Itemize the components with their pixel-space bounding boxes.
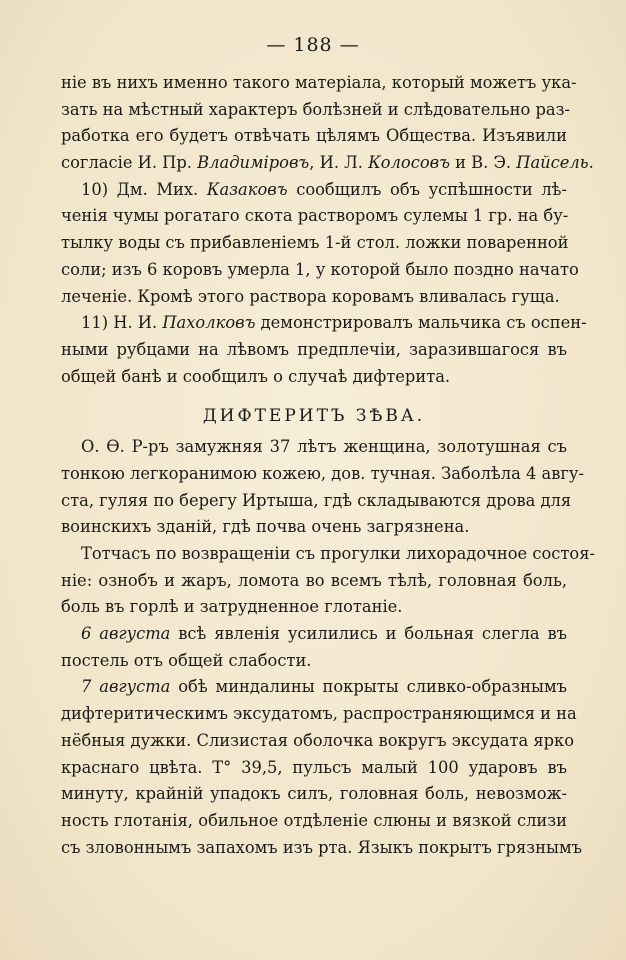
text-line: постель отъ общей слабости. — [61, 650, 312, 670]
text-line: минуту, крайній упадокъ силъ, головная боль, невозмож- — [61, 784, 567, 804]
page-number: — 188 — — [266, 34, 360, 56]
body-text — [61, 70, 595, 861]
text-line: 6 августа всѣ явленія усилились и больная слегла въ — [81, 624, 567, 644]
text-line: О. Ѳ. Р-ръ замужняя 37 лѣтъ женщина, золотушная съ — [81, 437, 567, 457]
text-line: работка его будетъ отвѣчать цѣлямъ Общества. Изъявили — [61, 126, 567, 146]
text-line: соли; изъ 6 коровъ умерла 1, у которой было поздно начато — [61, 259, 579, 279]
text-line: ченія чумы рогатаго скота растворомъ сулемы 1 гр. на бу- — [61, 206, 569, 226]
text-line: зать на мѣстный характеръ болѣзней и слѣдовательно раз- — [61, 99, 570, 119]
text-line: тылку воды съ прибавленіемъ 1-й стол. ложки поваренной — [61, 233, 569, 253]
text-line: воинскихъ зданій, гдѣ почва очень загрязнена. — [61, 517, 470, 537]
text-line: съ зловоннымъ запахомъ изъ рта. Языкъ покрытъ грязнымъ — [61, 837, 582, 857]
text-line: леченіе. Кромѣ этого раствора коровамъ вливалась гуща. — [61, 286, 560, 306]
text-line: краснаго цвѣта. Т° 39,5, пульсъ малый 100 ударовъ въ — [61, 757, 567, 777]
text-line: боль въ горлѣ и затрудненное глотаніе. — [61, 597, 403, 617]
section-heading: ДИФТЕРИТЪ ЗѢВА. — [202, 406, 426, 427]
text-line: нёбныя дужки. Слизистая оболочка вокругъ эксудата ярко — [61, 730, 575, 750]
text-line: ста, гуляя по берегу Иртыша, гдѣ складываются дрова для — [61, 490, 572, 510]
text-line: согласіе И. Пр. Владиміровъ, И. Л. Колосовъ и В. Э. Пайсель. — [61, 153, 594, 173]
text-line: общей банѣ и сообщилъ о случаѣ дифтерита. — [61, 366, 451, 386]
text-line: тонкою легкоранимою кожею, дов. тучная. Заболѣла 4 авгу- — [61, 463, 584, 483]
text-line: 11) Н. И. Пахолковъ демонстрировалъ мальчика съ оспен- — [81, 313, 587, 333]
text-line: ніе въ нихъ именно такого матеріала, который можетъ ука- — [61, 73, 577, 92]
text-line: ніе: ознобъ и жаръ, ломота во всемъ тѣлѣ, головная боль, — [61, 570, 567, 590]
text-line: дифтеритическимъ эксудатомъ, распространяющимся и на — [61, 704, 577, 724]
text-line: 7 августа обѣ миндалины покрыты сливко-образнымъ — [81, 677, 567, 697]
text-line: 10) Дм. Мих. Казаковъ сообщилъ объ успѣшности лѣ- — [81, 179, 567, 199]
text-line: ными рубцами на лѣвомъ предплечіи, заразившагося въ — [61, 339, 567, 359]
text-line: ность глотанія, обильное отдѣленіе слюны и вязкой слизи — [61, 810, 567, 830]
text-line: Тотчасъ по возвращеніи съ прогулки лихорадочное состоя- — [81, 544, 595, 563]
